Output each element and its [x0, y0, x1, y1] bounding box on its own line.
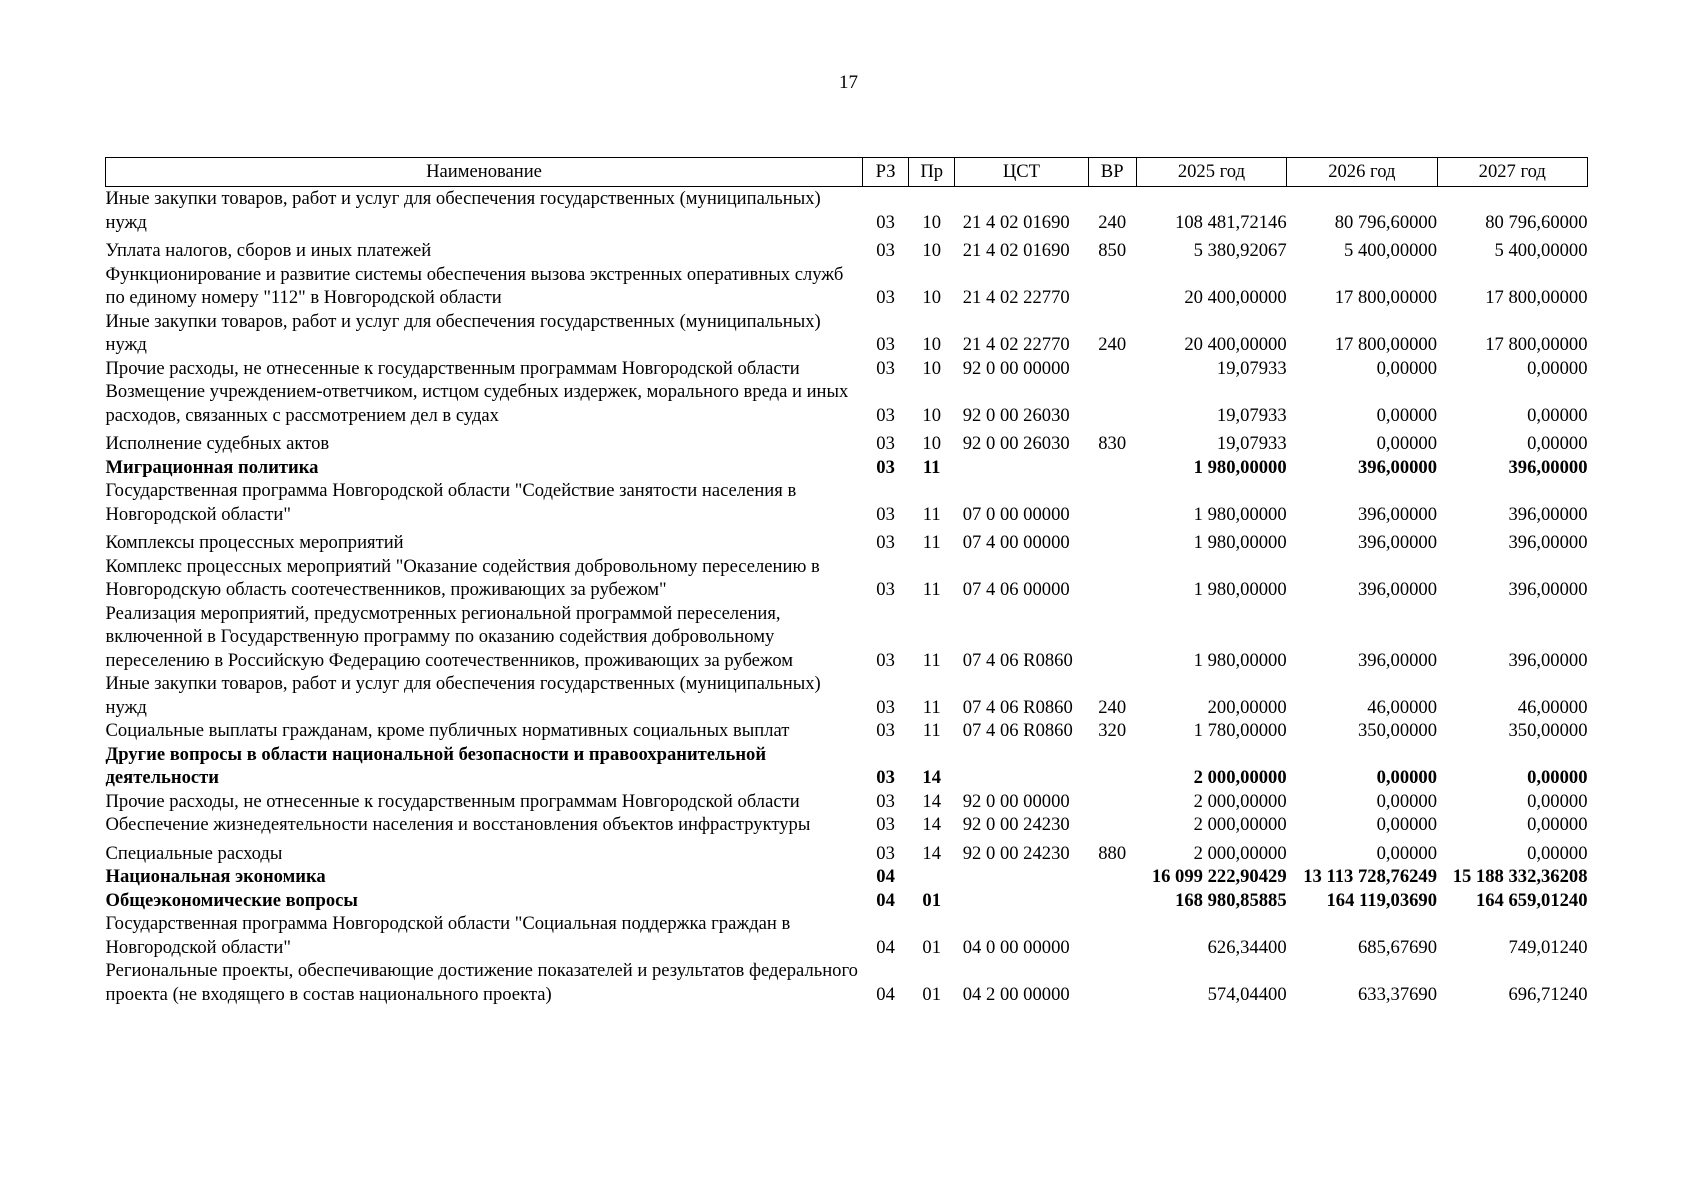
cell-vr: 240 [1098, 696, 1127, 718]
cell-vr [1088, 526, 1136, 555]
table-row [106, 912, 1588, 959]
cell-name: Уплата налогов, сборов и иных платежей [105, 240, 432, 261]
table-body [106, 187, 1588, 1007]
cell-cst [955, 865, 1088, 889]
cell-2025: 2 000,00000 [1193, 767, 1287, 788]
cell-rz: 03 [876, 503, 895, 525]
cell-pr: 11 [922, 456, 941, 478]
cell-2026: 633,37690 [1357, 983, 1438, 1005]
cell-rz: 03 [876, 649, 895, 671]
cell-vr [1088, 813, 1136, 837]
cell-pr: 10 [922, 404, 941, 426]
cell-2027: 396,00000 [1508, 649, 1588, 671]
cell-2025: 19,07933 [1216, 404, 1287, 426]
cell-pr: 11 [922, 720, 941, 741]
cell-2025: 19,07933 [1216, 433, 1287, 454]
cell-name: Общеэкономические вопросы [105, 889, 358, 911]
cell-2026: 5 400,00000 [1344, 240, 1438, 261]
cell-name: Комплексы процессных мероприятий [105, 532, 404, 553]
cell-rz: 04 [876, 936, 895, 958]
cell-vr [1088, 743, 1136, 790]
cell-name: Другие вопросы в области национальной безопасности и правоохранительной деятельности [105, 743, 767, 788]
cell-rz: 03 [876, 814, 895, 835]
cell-cst: 07 0 00 00000 [962, 503, 1070, 525]
table-row [106, 790, 1588, 814]
cell-2026: 0,00000 [1376, 404, 1438, 426]
cell-vr [1088, 380, 1136, 427]
cell-rz: 04 [876, 889, 895, 911]
cell-vr: 880 [1098, 842, 1127, 864]
cell-name: Функционирование и развитие системы обеспечения вызова экстренных оперативных служб по единому номеру "112" в Новгородской области [105, 263, 844, 308]
cell-pr: 01 [922, 983, 941, 1005]
header-rz: РЗ [863, 158, 909, 187]
cell-pr: 01 [922, 889, 941, 911]
cell-cst: 92 0 00 26030 [962, 433, 1070, 454]
table-row [106, 837, 1588, 866]
cell-vr [1088, 456, 1136, 480]
cell-cst: 21 4 02 22770 [962, 334, 1070, 355]
cell-2025: 2 000,00000 [1193, 814, 1287, 835]
cell-2027: 696,71240 [1508, 983, 1588, 1005]
cell-2025: 20 400,00000 [1184, 287, 1287, 308]
cell-rz: 03 [876, 211, 895, 233]
header-name: Наименование [106, 158, 863, 187]
cell-pr: 10 [922, 211, 941, 233]
cell-cst: 92 0 00 00000 [962, 357, 1070, 379]
cell-2026: 685,67690 [1357, 936, 1438, 958]
table-row [106, 602, 1588, 673]
table-header [106, 158, 1588, 187]
table-row [106, 357, 1588, 381]
cell-vr [1088, 357, 1136, 381]
cell-pr: 11 [922, 579, 941, 600]
cell-2025: 2 000,00000 [1193, 790, 1287, 812]
cell-2025: 2 000,00000 [1193, 842, 1287, 864]
cell-2025: 1 980,00000 [1193, 532, 1287, 553]
cell-vr [1088, 959, 1136, 1006]
cell-cst: 04 2 00 00000 [962, 983, 1070, 1005]
cell-2025: 1 780,00000 [1193, 720, 1287, 741]
cell-name: Прочие расходы, не отнесенные к государственным программам Новгородской области [105, 790, 800, 812]
cell-rz: 03 [876, 404, 895, 426]
table-row [106, 889, 1588, 913]
cell-name: Комплекс процессных мероприятий "Оказание содействия добровольному переселению в Новгородскую область соотечественников, проживающих за рубежом" [105, 555, 820, 600]
cell-cst: 07 4 06 R0860 [962, 649, 1073, 671]
cell-pr: 10 [922, 287, 941, 308]
cell-2026: 0,00000 [1376, 790, 1438, 812]
cell-cst: 07 4 00 00000 [962, 532, 1070, 553]
table-row [106, 743, 1588, 790]
cell-vr [1088, 263, 1136, 310]
cell-2025: 168 980,85885 [1175, 889, 1287, 911]
cell-2025: 16 099 222,90429 [1151, 866, 1287, 887]
cell-name: Обеспечение жизнедеятельности населения и восстановления объектов инфраструктуры [105, 814, 811, 835]
cell-pr: 11 [922, 503, 941, 525]
cell-rz: 03 [876, 357, 895, 379]
table-row [106, 719, 1588, 743]
cell-cst: 07 4 06 R0860 [962, 696, 1073, 718]
cell-pr: 10 [922, 357, 941, 379]
cell-name: Реализация мероприятий, предусмотренных региональной программой переселения, включенной в Государственную программу по оказанию содействия добровольному переселению в Российскую Федерацию соотечественников, проживающих за рубежом [105, 602, 794, 671]
table-row [106, 672, 1588, 719]
cell-2026: 13 113 728,76249 [1303, 866, 1438, 887]
cell-pr: 11 [922, 532, 941, 553]
cell-pr: 14 [922, 814, 941, 835]
cell-2027: 0,00000 [1527, 404, 1588, 426]
page-number: 17 [839, 72, 858, 93]
cell-rz: 03 [876, 532, 895, 553]
cell-rz: 04 [876, 866, 895, 887]
cell-rz: 03 [876, 790, 895, 812]
table-row [106, 263, 1588, 310]
table-row [106, 234, 1588, 263]
cell-2027: 0,00000 [1527, 433, 1588, 454]
table-row [106, 187, 1588, 235]
cell-vr: 830 [1098, 433, 1127, 454]
cell-2025: 626,34400 [1207, 936, 1287, 958]
table-row [106, 479, 1588, 526]
cell-2026: 396,00000 [1357, 503, 1438, 525]
table-header-row [106, 158, 1588, 187]
cell-rz: 03 [876, 842, 895, 864]
cell-2026: 0,00000 [1376, 433, 1438, 454]
cell-2026: 396,00000 [1357, 649, 1438, 671]
cell-vr [1088, 790, 1136, 814]
cell-2027: 396,00000 [1508, 503, 1588, 525]
cell-name: Иные закупки товаров, работ и услуг для обеспечения государственных (муниципальных) нужд [105, 188, 821, 233]
cell-vr [1088, 889, 1136, 913]
table-row [106, 526, 1588, 555]
cell-2025: 20 400,00000 [1184, 334, 1287, 355]
cell-name: Специальные расходы [105, 842, 283, 864]
cell-cst: 92 0 00 24230 [962, 814, 1070, 835]
cell-2027: 0,00000 [1527, 767, 1588, 788]
cell-2026: 80 796,60000 [1334, 211, 1438, 233]
cell-2026: 0,00000 [1376, 357, 1438, 379]
cell-2027: 17 800,00000 [1485, 334, 1588, 355]
cell-2026: 17 800,00000 [1334, 334, 1438, 355]
cell-rz: 03 [876, 767, 895, 788]
cell-name: Прочие расходы, не отнесенные к государственным программам Новгородской области [105, 357, 800, 379]
cell-2027: 350,00000 [1508, 720, 1588, 741]
cell-name: Региональные проекты, обеспечивающие достижение показателей и результатов федерального проекта (не входящего в состав национального проекта) [105, 960, 858, 1005]
table-row [106, 813, 1588, 837]
cell-2025: 108 481,72146 [1175, 211, 1287, 233]
cell-name: Иные закупки товаров, работ и услуг для обеспечения государственных (муниципальных) нужд [105, 673, 821, 718]
cell-2025: 1 980,00000 [1193, 503, 1287, 525]
cell-rz: 03 [876, 696, 895, 718]
table-row [106, 380, 1588, 427]
cell-cst: 04 0 00 00000 [962, 936, 1070, 958]
table-row [106, 959, 1588, 1006]
header-cst: ЦСТ [955, 158, 1088, 187]
cell-2026: 0,00000 [1376, 842, 1438, 864]
cell-name: Государственная программа Новгородской области "Содействие занятости населения в Новгородской области" [105, 480, 797, 525]
cell-name: Социальные выплаты гражданам, кроме публичных нормативных социальных выплат [105, 720, 790, 741]
table-row [106, 310, 1588, 357]
cell-2027: 396,00000 [1508, 579, 1588, 600]
cell-pr: 10 [922, 433, 941, 454]
cell-cst [955, 889, 1088, 913]
cell-vr: 240 [1098, 334, 1127, 355]
cell-2025: 1 980,00000 [1193, 579, 1287, 600]
budget-table [105, 157, 1588, 1006]
header-pr: Пр [909, 158, 955, 187]
table-row [106, 555, 1588, 602]
table-row [106, 865, 1588, 889]
cell-2026: 17 800,00000 [1334, 287, 1438, 308]
cell-vr [1088, 479, 1136, 526]
cell-name: Иные закупки товаров, работ и услуг для обеспечения государственных (муниципальных) нужд [105, 310, 821, 355]
header-2026: 2026 год [1287, 158, 1437, 187]
cell-2027: 15 188 332,36208 [1452, 866, 1588, 887]
cell-2026: 164 119,03690 [1326, 889, 1438, 911]
cell-2025: 1 980,00000 [1193, 649, 1287, 671]
cell-cst: 07 4 06 R0860 [962, 720, 1073, 741]
cell-rz: 03 [876, 240, 895, 261]
cell-2026: 396,00000 [1357, 532, 1438, 553]
cell-2027: 0,00000 [1527, 790, 1588, 812]
cell-rz: 03 [876, 456, 895, 478]
cell-vr: 850 [1098, 240, 1127, 261]
cell-vr: 320 [1098, 720, 1127, 741]
cell-name: Национальная экономика [105, 866, 326, 887]
cell-2025: 1 980,00000 [1193, 456, 1287, 478]
cell-2025: 574,04400 [1207, 983, 1287, 1005]
cell-pr [909, 865, 955, 889]
header-vr: ВР [1088, 158, 1136, 187]
cell-rz: 03 [876, 720, 895, 741]
cell-cst: 92 0 00 26030 [962, 404, 1070, 426]
cell-cst [955, 743, 1088, 790]
cell-2025: 5 380,92067 [1193, 240, 1287, 261]
cell-cst: 21 4 02 01690 [962, 211, 1070, 233]
cell-2027: 164 659,01240 [1475, 889, 1588, 911]
cell-vr [1088, 912, 1136, 959]
cell-cst: 21 4 02 22770 [962, 287, 1070, 308]
table-row [106, 427, 1588, 456]
cell-cst: 92 0 00 24230 [962, 842, 1070, 864]
cell-vr: 240 [1098, 211, 1127, 233]
cell-2025: 200,00000 [1207, 696, 1287, 718]
cell-2027: 396,00000 [1508, 456, 1588, 478]
cell-2026: 0,00000 [1376, 814, 1438, 835]
cell-2027: 80 796,60000 [1485, 211, 1588, 233]
cell-pr: 10 [922, 334, 941, 355]
cell-pr: 10 [922, 240, 941, 261]
cell-2026: 396,00000 [1357, 579, 1438, 600]
cell-2027: 0,00000 [1527, 357, 1588, 379]
cell-cst: 21 4 02 01690 [962, 240, 1070, 261]
cell-2027: 749,01240 [1508, 936, 1588, 958]
cell-pr: 14 [922, 842, 941, 864]
cell-2026: 396,00000 [1357, 456, 1438, 478]
cell-2027: 5 400,00000 [1494, 240, 1588, 261]
cell-2027: 0,00000 [1527, 814, 1588, 835]
cell-vr [1088, 555, 1136, 602]
cell-2025: 19,07933 [1216, 357, 1287, 379]
cell-name: Возмещение учреждением-ответчиком, истцом судебных издержек, морального вреда и иных расходов, связанных с рассмотрением дел в судах [105, 381, 849, 426]
cell-2026: 0,00000 [1376, 767, 1438, 788]
cell-name: Государственная программа Новгородской области "Социальная поддержка граждан в Новгородской области" [105, 913, 791, 958]
cell-2027: 46,00000 [1517, 696, 1588, 718]
cell-rz: 03 [876, 433, 895, 454]
header-2025: 2025 год [1136, 158, 1286, 187]
table-row [106, 456, 1588, 480]
cell-name: Миграционная политика [105, 456, 319, 478]
cell-2027: 17 800,00000 [1485, 287, 1588, 308]
cell-2027: 0,00000 [1527, 842, 1588, 864]
cell-vr [1088, 602, 1136, 673]
cell-vr [1088, 865, 1136, 889]
cell-cst: 07 4 06 00000 [962, 579, 1070, 600]
cell-pr: 14 [922, 767, 941, 788]
cell-rz: 03 [876, 334, 895, 355]
cell-2026: 350,00000 [1357, 720, 1438, 741]
cell-2026: 46,00000 [1367, 696, 1438, 718]
cell-pr: 01 [922, 936, 941, 958]
cell-cst [955, 456, 1088, 480]
cell-rz: 03 [876, 287, 895, 308]
cell-pr: 11 [922, 696, 941, 718]
cell-2027: 396,00000 [1508, 532, 1588, 553]
cell-rz: 03 [876, 579, 895, 600]
cell-name: Исполнение судебных актов [105, 433, 330, 454]
cell-pr: 11 [922, 649, 941, 671]
cell-pr: 14 [922, 790, 941, 812]
cell-rz: 04 [876, 983, 895, 1005]
header-2027: 2027 год [1437, 158, 1587, 187]
cell-cst: 92 0 00 00000 [962, 790, 1070, 812]
